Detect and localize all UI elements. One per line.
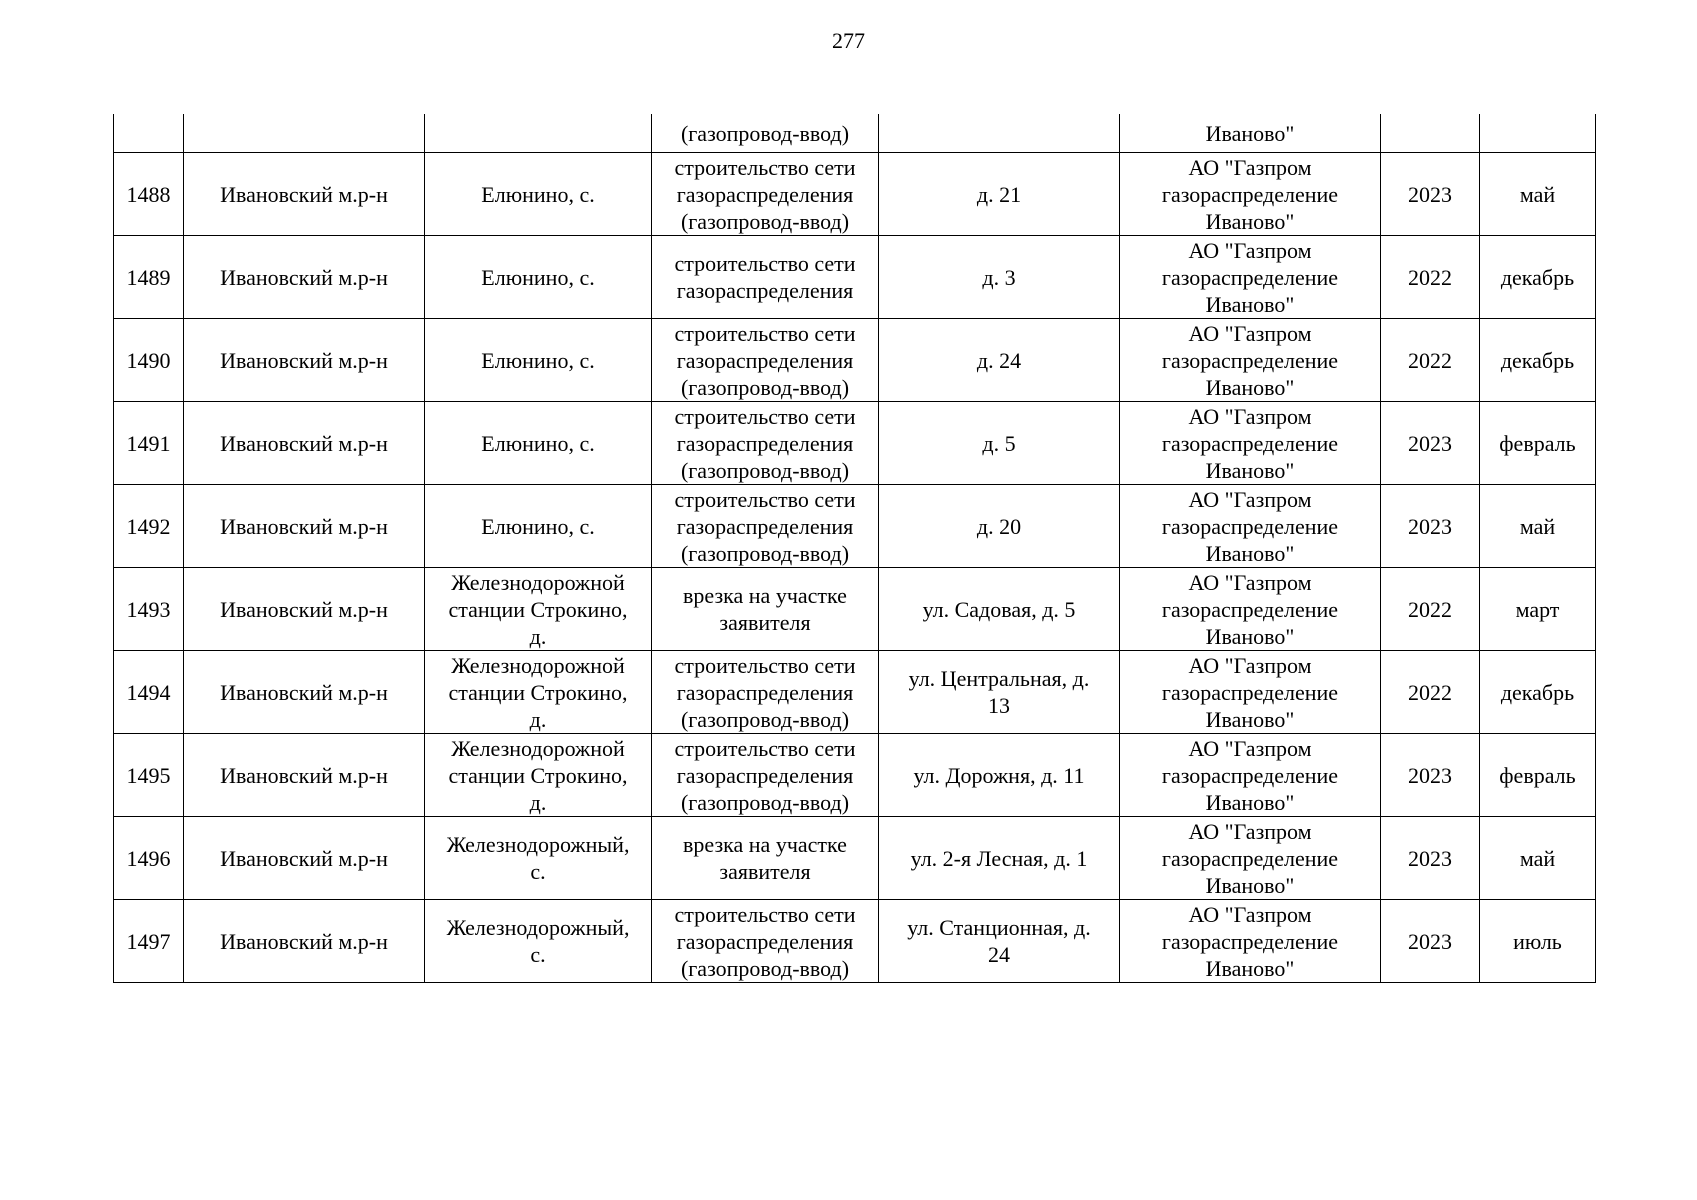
- cell-org-line: газораспределение: [1161, 430, 1339, 456]
- table-row: [114, 153, 1596, 236]
- cell-locality-line: Железнодорожной: [451, 652, 625, 678]
- cell-locality-line: с.: [530, 859, 546, 884]
- cell-address: [879, 568, 1120, 651]
- cell-org-line: Иваново": [1205, 706, 1295, 732]
- cell-org-line: АО "Газпром: [1188, 486, 1312, 512]
- table-row: [114, 900, 1596, 983]
- cell-district: Ивановский м.р-н: [184, 402, 425, 485]
- cell-work-line: строительство сети: [674, 901, 856, 927]
- cell-org-line: АО "Газпром: [1188, 652, 1312, 678]
- cell-locality-line: станции Строкино,: [448, 762, 628, 788]
- cell-locality: [425, 236, 652, 319]
- cell-work-line: врезка на участке: [683, 832, 847, 857]
- cell-year: 2023: [1381, 402, 1480, 485]
- cell-work-line: (газопровод-ввод): [680, 540, 850, 566]
- cell-num: 1497: [114, 900, 184, 983]
- cell-month: июль: [1480, 900, 1596, 983]
- cell-locality-line: Железнодорожной: [451, 735, 625, 761]
- cell-work-line: газораспределения: [676, 278, 854, 303]
- cell-org-line: АО "Газпром: [1188, 237, 1312, 263]
- cell-work-line: (газопровод-ввод): [680, 789, 850, 815]
- cell-year: [1381, 114, 1480, 153]
- cell-work-line: (газопровод-ввод): [680, 706, 850, 732]
- cell-num: 1494: [114, 651, 184, 734]
- cell-org: [1120, 568, 1381, 651]
- cell-work-line: газораспределения: [676, 347, 854, 373]
- cell-org: [1120, 236, 1381, 319]
- cell-locality-line: станции Строкино,: [448, 596, 628, 622]
- cell-locality: [425, 153, 652, 236]
- cell-org-line: Иваново": [1205, 955, 1295, 981]
- cell-locality: [425, 817, 652, 900]
- cell-work-line: заявителя: [719, 859, 811, 884]
- cell-org-line: АО "Газпром: [1188, 569, 1312, 595]
- cell-locality-line: станции Строкино,: [448, 679, 628, 705]
- cell-district: Ивановский м.р-н: [184, 319, 425, 402]
- cell-year: 2023: [1381, 900, 1480, 983]
- table-body: [114, 114, 1596, 983]
- cell-work-line: строительство сети: [674, 154, 856, 180]
- cell-work: [652, 485, 879, 568]
- cell-year: 2022: [1381, 236, 1480, 319]
- cell-num: 1490: [114, 319, 184, 402]
- cell-org: [1120, 817, 1381, 900]
- cell-org-line: АО "Газпром: [1188, 818, 1312, 844]
- cell-work-line: газораспределения: [676, 513, 854, 539]
- cell-month: декабрь: [1480, 319, 1596, 402]
- cell-year: 2022: [1381, 319, 1480, 402]
- cell-month: февраль: [1480, 734, 1596, 817]
- cell-address-line: ул. 2-я Лесная, д. 1: [910, 845, 1088, 871]
- cell-address-line: ул. Дорожня, д. 11: [913, 762, 1085, 788]
- cell-num: 1493: [114, 568, 184, 651]
- cell-org-line: Иваново": [1205, 789, 1295, 815]
- cell-work-line: газораспределения: [676, 679, 854, 705]
- cell-year: 2023: [1381, 817, 1480, 900]
- page-number: 277: [832, 28, 865, 53]
- cell-month: февраль: [1480, 402, 1596, 485]
- cell-work-line: строительство сети: [674, 403, 856, 429]
- cell-work-line: (газопровод-ввод): [680, 955, 850, 981]
- cell-org: [1120, 402, 1381, 485]
- cell-locality-line: Елюнино, с.: [481, 181, 595, 207]
- cell-month: май: [1480, 153, 1596, 236]
- table-row: [114, 568, 1596, 651]
- cell-org-line: Иваново": [1205, 208, 1295, 234]
- cell-locality-line: Елюнино, с.: [481, 430, 595, 456]
- cell-work-line: строительство сети: [674, 251, 856, 276]
- cell-month: [1480, 114, 1596, 153]
- cell-year: 2023: [1381, 153, 1480, 236]
- cell-district: Ивановский м.р-н: [184, 817, 425, 900]
- cell-district: Ивановский м.р-н: [184, 734, 425, 817]
- cell-address-line: д. 3: [982, 264, 1016, 290]
- cell-district: Ивановский м.р-н: [184, 153, 425, 236]
- cell-locality: [425, 651, 652, 734]
- cell-address: [879, 734, 1120, 817]
- cell-address-line: д. 5: [982, 430, 1016, 456]
- cell-address-line: д. 24: [976, 347, 1022, 373]
- cell-org-line: Иваново": [1205, 291, 1295, 317]
- cell-org-line: Иваново": [1205, 457, 1295, 483]
- cell-address-line: д. 20: [976, 513, 1022, 539]
- cell-work-line: строительство сети: [674, 735, 856, 761]
- cell-work-line: заявителя: [719, 610, 811, 635]
- table-row: [114, 485, 1596, 568]
- cell-org-line: газораспределение: [1161, 762, 1339, 788]
- cell-org-line: АО "Газпром: [1188, 901, 1312, 927]
- cell-locality: [425, 319, 652, 402]
- cell-num: 1492: [114, 485, 184, 568]
- cell-work-line: (газопровод-ввод): [680, 208, 850, 234]
- cell-locality-line: Железнодорожной: [451, 569, 625, 595]
- cell-year: 2022: [1381, 568, 1480, 651]
- cell-work: [652, 900, 879, 983]
- cell-work-line: (газопровод-ввод): [680, 457, 850, 483]
- cell-org-line: газораспределение: [1161, 513, 1339, 539]
- cell-district: Ивановский м.р-н: [184, 236, 425, 319]
- cell-locality: [425, 568, 652, 651]
- cell-work: (газопровод-ввод): [652, 114, 879, 153]
- cell-month: март: [1480, 568, 1596, 651]
- cell-address-line: д. 21: [976, 181, 1022, 207]
- cell-month: май: [1480, 485, 1596, 568]
- cell-org: [1120, 734, 1381, 817]
- cell-org: [1120, 319, 1381, 402]
- cell-org-line: газораспределение: [1161, 264, 1339, 290]
- cell-locality: [425, 485, 652, 568]
- cell-num: 1489: [114, 236, 184, 319]
- cell-org: Иваново": [1120, 114, 1381, 153]
- cell-work: [652, 153, 879, 236]
- cell-org-line: газораспределение: [1161, 679, 1339, 705]
- cell-num: [114, 114, 184, 153]
- gas-connection-table: [113, 114, 1596, 983]
- cell-org-line: АО "Газпром: [1188, 403, 1312, 429]
- cell-district: [184, 114, 425, 153]
- cell-address-line: ул. Садовая, д. 5: [922, 596, 1076, 622]
- cell-work-line: газораспределения: [676, 430, 854, 456]
- cell-address: [879, 485, 1120, 568]
- cell-org-line: Иваново": [1205, 872, 1295, 898]
- cell-address: [879, 236, 1120, 319]
- cell-work-line: газораспределения: [676, 928, 854, 954]
- cell-org-line: газораспределение: [1161, 928, 1339, 954]
- cell-month: декабрь: [1480, 651, 1596, 734]
- cell-num: 1496: [114, 817, 184, 900]
- cell-org-line: газораспределение: [1161, 347, 1339, 373]
- cell-locality-line: с.: [530, 942, 546, 967]
- table-row: [114, 817, 1596, 900]
- table-row: [114, 651, 1596, 734]
- cell-num: 1488: [114, 153, 184, 236]
- cell-org-line: Иваново": [1205, 374, 1295, 400]
- cell-locality-line: Железнодорожный,: [446, 915, 630, 940]
- cell-year: 2022: [1381, 651, 1480, 734]
- cell-work-line: врезка на участке: [683, 583, 847, 608]
- cell-work: [652, 651, 879, 734]
- cell-num: 1495: [114, 734, 184, 817]
- cell-org-line: Иваново": [1205, 540, 1295, 566]
- cell-address: [879, 319, 1120, 402]
- cell-work-line: строительство сети: [674, 652, 856, 678]
- cell-org-line: АО "Газпром: [1188, 735, 1312, 761]
- cell-org-line: Иваново": [1205, 623, 1295, 649]
- table-row-continued: [114, 114, 1596, 153]
- cell-org-line: газораспределение: [1161, 845, 1339, 871]
- cell-address-line: ул. Станционная, д.: [907, 915, 1091, 940]
- cell-work-line: газораспределения: [676, 181, 854, 207]
- cell-locality-line: Железнодорожный,: [446, 832, 630, 857]
- cell-org: [1120, 153, 1381, 236]
- cell-address: [879, 402, 1120, 485]
- cell-locality-line: Елюнино, с.: [481, 347, 595, 373]
- cell-org: [1120, 485, 1381, 568]
- table-row: [114, 402, 1596, 485]
- cell-org: [1120, 651, 1381, 734]
- cell-address: [879, 817, 1120, 900]
- cell-org-line: газораспределение: [1161, 181, 1339, 207]
- cell-district: Ивановский м.р-н: [184, 900, 425, 983]
- cell-address-line: 24: [988, 942, 1010, 967]
- table-row: [114, 319, 1596, 402]
- table-row: [114, 734, 1596, 817]
- cell-work-line: (газопровод-ввод): [680, 374, 850, 400]
- cell-locality-line: д.: [529, 789, 547, 815]
- cell-locality: [425, 402, 652, 485]
- cell-work: [652, 236, 879, 319]
- cell-num: 1491: [114, 402, 184, 485]
- cell-org: [1120, 900, 1381, 983]
- cell-locality: [425, 734, 652, 817]
- cell-locality: [425, 114, 652, 153]
- cell-locality-line: д.: [529, 623, 547, 649]
- cell-district: Ивановский м.р-н: [184, 651, 425, 734]
- cell-work: [652, 734, 879, 817]
- cell-address: [879, 153, 1120, 236]
- cell-work: [652, 568, 879, 651]
- cell-org-line: АО "Газпром: [1188, 320, 1312, 346]
- table-row: [114, 236, 1596, 319]
- cell-address-line: 13: [988, 693, 1010, 718]
- cell-locality-line: д.: [529, 706, 547, 732]
- cell-year: 2023: [1381, 734, 1480, 817]
- cell-month: декабрь: [1480, 236, 1596, 319]
- cell-org-line: газораспределение: [1161, 596, 1339, 622]
- cell-locality: [425, 900, 652, 983]
- cell-work-line: строительство сети: [674, 486, 856, 512]
- cell-work-line: газораспределения: [676, 762, 854, 788]
- cell-work: [652, 319, 879, 402]
- cell-month: май: [1480, 817, 1596, 900]
- cell-address: [879, 651, 1120, 734]
- cell-locality-line: Елюнино, с.: [481, 513, 595, 539]
- cell-address-line: ул. Центральная, д.: [908, 666, 1090, 691]
- cell-address: [879, 114, 1120, 153]
- cell-work-line: строительство сети: [674, 320, 856, 346]
- cell-work: [652, 402, 879, 485]
- cell-org-line: АО "Газпром: [1188, 154, 1312, 180]
- cell-locality-line: Елюнино, с.: [481, 264, 595, 290]
- cell-district: Ивановский м.р-н: [184, 568, 425, 651]
- cell-address: [879, 900, 1120, 983]
- cell-year: 2023: [1381, 485, 1480, 568]
- cell-district: Ивановский м.р-н: [184, 485, 425, 568]
- cell-work: [652, 817, 879, 900]
